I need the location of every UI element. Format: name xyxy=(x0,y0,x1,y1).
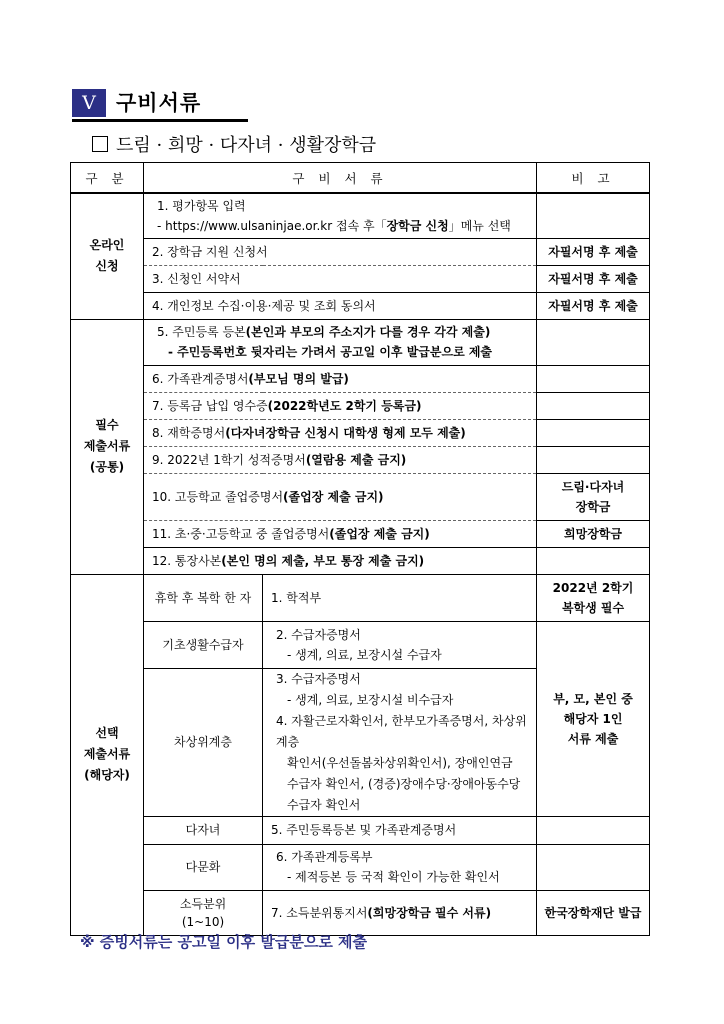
table-row xyxy=(71,365,650,392)
doc-cell: 3. 신청인 서약서 xyxy=(144,265,537,292)
header-note: 비 고 xyxy=(537,163,650,194)
doc-cell: 7. 등록금 납입 영수증(2022학년도 2학기 등록금) xyxy=(144,392,537,419)
table-row xyxy=(71,473,650,520)
note-cell: 자필서명 후 제출 xyxy=(537,292,650,319)
doc-cell: 10. 고등학교 졸업증명서(졸업장 제출 금지) xyxy=(144,473,537,520)
table-row xyxy=(71,238,650,265)
doc-cell xyxy=(144,193,537,238)
note-cell xyxy=(537,547,650,574)
note-cell xyxy=(537,193,650,238)
section-title: 구비서류 xyxy=(116,91,202,115)
section-number-badge: Ⅴ xyxy=(72,89,106,117)
table-row xyxy=(71,816,650,844)
group-online: 온라인 신청 xyxy=(71,193,144,319)
note-cell: 자필서명 후 제출 xyxy=(537,265,650,292)
doc-text: - https://www.ulsaninjae.or.kr 접속 후「장학금 신청」메뉴 선택 xyxy=(157,218,511,233)
doc-cell: 2. 수급자증명서 - 생계, 의료, 보장시설 수급자 xyxy=(263,621,537,668)
table-row xyxy=(71,193,650,238)
table-row xyxy=(71,392,650,419)
section-header xyxy=(72,87,248,117)
doc-cell: 1. 학적부 xyxy=(263,574,537,621)
doc-cell: 5. 주민등록 등본(본인과 부모의 주소지가 다를 경우 각각 제출) - 주민등록번호 뒷자리는 가려서 공고일 이후 발급분으로 제출 xyxy=(144,319,537,365)
note-cell: 부, 모, 본인 중 해당자 1인 서류 제출 xyxy=(537,621,650,816)
note-cell xyxy=(537,816,650,844)
section-underline xyxy=(72,119,248,122)
note-cell xyxy=(537,419,650,446)
table-row xyxy=(71,446,650,473)
table-row xyxy=(71,419,650,446)
note-cell xyxy=(537,319,650,365)
header-group: 구 분 xyxy=(71,163,144,194)
group-required: 필수 제출서류 (공통) xyxy=(71,319,144,574)
note-cell xyxy=(537,365,650,392)
note-cell: 드림·다자녀 장학금 xyxy=(537,473,650,520)
doc-cell: 12. 통장사본(본인 명의 제출, 부모 통장 제출 금지) xyxy=(144,547,537,574)
sub-category: 차상위계층 xyxy=(144,668,263,816)
sub-category: 다문화 xyxy=(144,844,263,890)
note-cell xyxy=(537,446,650,473)
note-cell: 2022년 2학기 복학생 필수 xyxy=(537,574,650,621)
header-docs: 구 비 서 류 xyxy=(144,163,537,194)
doc-cell: 7. 소득분위통지서(희망장학금 필수 서류) xyxy=(263,890,537,935)
note-cell xyxy=(537,392,650,419)
table-row xyxy=(71,292,650,319)
doc-cell: 8. 재학증명서(다자녀장학금 신청시 대학생 형제 모두 제출) xyxy=(144,419,537,446)
table-row xyxy=(71,520,650,547)
sub-category: 기초생활수급자 xyxy=(144,621,263,668)
doc-cell: 3. 수급자증명서 - 생계, 의료, 보장시설 비수급자 4. 자활근로자확인서, 한부모가족증명서, 차상위계층 확인서(우선돌봄차상위확인서), 장애인연금 수급자 확인서, (경증)장애수당·장애아동수당 수급자 확인서 xyxy=(263,668,537,816)
table-row xyxy=(71,574,650,621)
doc-text: 1. 평가항목 입력 xyxy=(157,198,246,213)
subtitle xyxy=(92,131,376,157)
doc-cell: 6. 가족관계증명서(부모님 명의 발급) xyxy=(144,365,537,392)
sub-category: 휴학 후 복학 한 자 xyxy=(144,574,263,621)
table-row xyxy=(71,547,650,574)
documents-table xyxy=(70,162,650,936)
note-cell: 한국장학재단 발급 xyxy=(537,890,650,935)
table-row xyxy=(71,621,650,668)
sub-category: 다자녀 xyxy=(144,816,263,844)
table-row xyxy=(71,844,650,890)
checkbox-square-icon xyxy=(92,136,108,152)
table-header-row xyxy=(71,163,650,194)
bottom-note: ※ 증빙서류는 공고일 이후 발급분으로 제출 xyxy=(80,933,368,951)
doc-cell: 5. 주민등록등본 및 가족관계증명서 xyxy=(263,816,537,844)
note-cell: 자필서명 후 제출 xyxy=(537,238,650,265)
doc-cell: 11. 초·중·고등학교 중 졸업증명서(졸업장 제출 금지) xyxy=(144,520,537,547)
note-cell xyxy=(537,844,650,890)
doc-cell: 6. 가족관계등록부 - 제적등본 등 국적 확인이 가능한 확인서 xyxy=(263,844,537,890)
doc-cell: 4. 개인정보 수집·이용·제공 및 조회 동의서 xyxy=(144,292,537,319)
subtitle-text: 드림 · 희망 · 다자녀 · 생활장학금 xyxy=(116,135,377,156)
note-cell: 희망장학금 xyxy=(537,520,650,547)
group-optional: 선택 제출서류 (해당자) xyxy=(71,574,144,935)
table-row xyxy=(71,890,650,935)
doc-cell: 2. 장학금 지원 신청서 xyxy=(144,238,537,265)
sub-category: 소득분위 (1~10) xyxy=(144,890,263,935)
doc-cell: 9. 2022년 1학기 성적증명서(열람용 제출 금지) xyxy=(144,446,537,473)
table-row xyxy=(71,319,650,365)
table-row xyxy=(71,265,650,292)
